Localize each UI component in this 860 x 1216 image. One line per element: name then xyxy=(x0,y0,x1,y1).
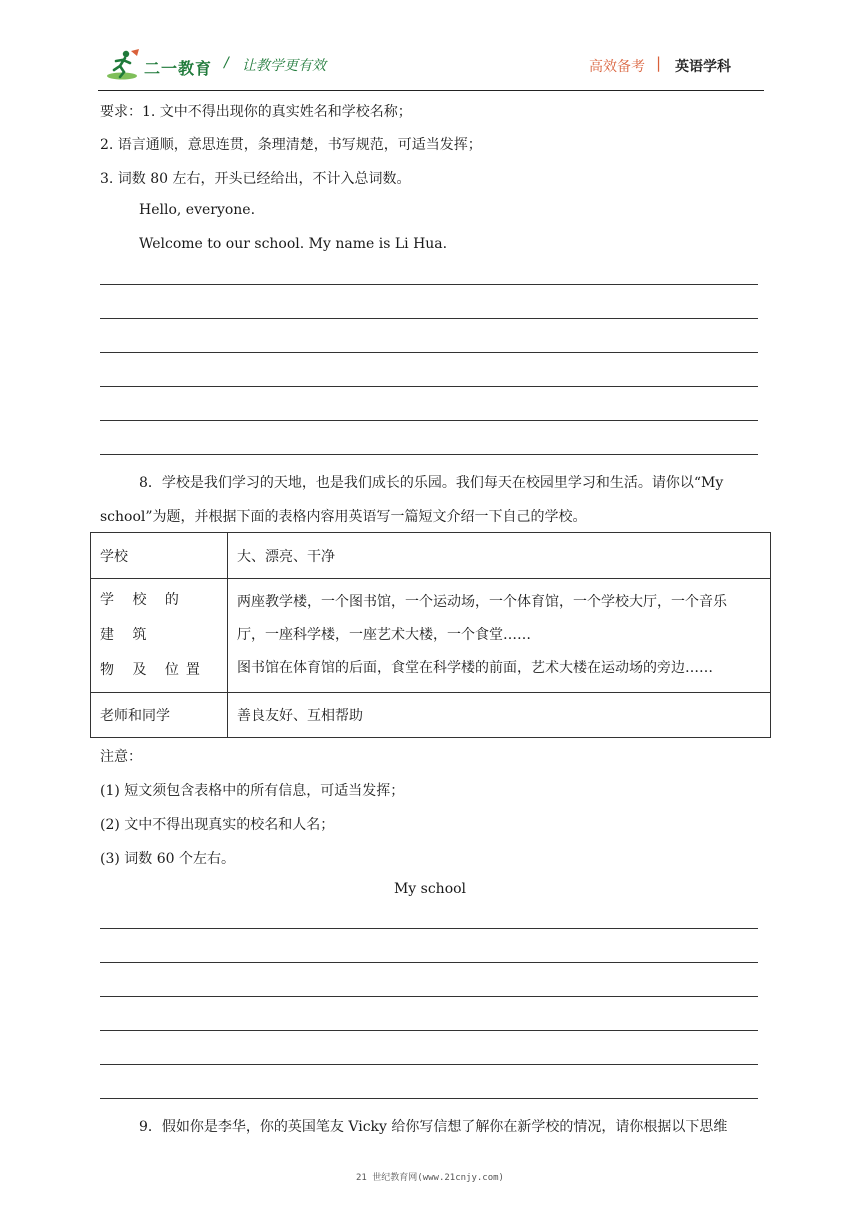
q8-note-2: (2) 文中不得出现真实的校名和人名； xyxy=(100,817,335,833)
writing-line[interactable] xyxy=(100,318,758,319)
table-label-people: 老师和同学 xyxy=(91,693,228,738)
brand-name: 二一教育 xyxy=(144,59,213,78)
header-separator: | xyxy=(656,54,662,72)
writing-line[interactable] xyxy=(100,352,758,353)
header-tag-exam: 高效备考 xyxy=(589,59,645,75)
writing-line[interactable] xyxy=(100,420,758,421)
table-label-buildings-line-1: 学 校 的 建 筑 xyxy=(100,592,186,643)
header-divider xyxy=(98,90,764,91)
q8-prompt-line-1: 8．学校是我们学习的天地，也是我们成长的乐园。我们每天在校园里学习和生活。请你以“My xyxy=(139,475,724,491)
table-label-school: 学校 xyxy=(91,533,228,579)
writing-line[interactable] xyxy=(100,928,758,929)
table-row xyxy=(91,693,771,738)
table-value-buildings-line-1: 两座教学楼，一个图书馆，一个运动场，一个体育馆，一个学校大厅，一个音乐 xyxy=(237,594,727,610)
q7-opening-line-2: Welcome to our school. My name is Li Hua. xyxy=(139,236,448,252)
q7-requirement-1: 要求：1. 文中不得出现你的真实姓名和学校名称； xyxy=(100,104,412,120)
writing-line[interactable] xyxy=(100,1098,758,1099)
writing-line[interactable] xyxy=(100,454,758,455)
table-row xyxy=(91,533,771,579)
table-value-buildings-line-2: 厅，一座科学楼，一座艺术大楼，一个食堂…… xyxy=(237,627,531,643)
q8-note-title: 注意： xyxy=(100,749,142,765)
header-slash: / xyxy=(224,55,229,71)
q7-opening-line-1: Hello, everyone. xyxy=(139,202,256,218)
table-value-buildings-line-3: 图书馆在体育馆的后面，食堂在科学楼的前面，艺术大楼在运动场的旁边…… xyxy=(237,660,713,676)
page-header xyxy=(100,44,764,90)
q7-requirement-2: 2. 语言通顺，意思连贯，条理清楚，书写规范，可适当发挥； xyxy=(100,137,482,153)
school-info-table xyxy=(90,532,771,738)
q8-note-1: (1) 短文须包含表格中的所有信息，可适当发挥； xyxy=(100,783,405,799)
q8-essay-title: My school xyxy=(393,881,467,897)
table-value-buildings xyxy=(228,579,771,693)
writing-line[interactable] xyxy=(100,1030,758,1031)
writing-line[interactable] xyxy=(100,284,758,285)
table-row xyxy=(91,579,771,693)
q9-prompt-line-1: 9．假如你是李华，你的英国笔友 Vicky 给你写信想了解你在新学校的情况，请你根据以下思维 xyxy=(139,1119,728,1135)
writing-line[interactable] xyxy=(100,1064,758,1065)
writing-line[interactable] xyxy=(100,386,758,387)
brand-slogan: 让教学更有效 xyxy=(242,58,326,74)
table-label-buildings-line-2: 物 及 位置 xyxy=(100,662,207,678)
header-tag-subject: 英语学科 xyxy=(675,59,731,75)
table-value-school: 大、漂亮、干净 xyxy=(228,533,771,579)
q8-note-3: (3) 词数 60 个左右。 xyxy=(100,851,235,867)
q7-requirement-3: 3. 词数 80 左右，开头已经给出，不计入总词数。 xyxy=(100,171,411,187)
q8-prompt-line-2: school”为题，并根据下面的表格内容用英语写一篇短文介绍一下自己的学校。 xyxy=(100,509,587,525)
table-label-buildings xyxy=(91,579,228,693)
table-value-people: 善良友好、互相帮助 xyxy=(228,693,771,738)
writing-line[interactable] xyxy=(100,962,758,963)
writing-line[interactable] xyxy=(100,996,758,997)
runner-logo-icon xyxy=(106,48,142,82)
page-footer: 21 世纪教育网(www.21cnjy.com) xyxy=(356,1173,504,1183)
